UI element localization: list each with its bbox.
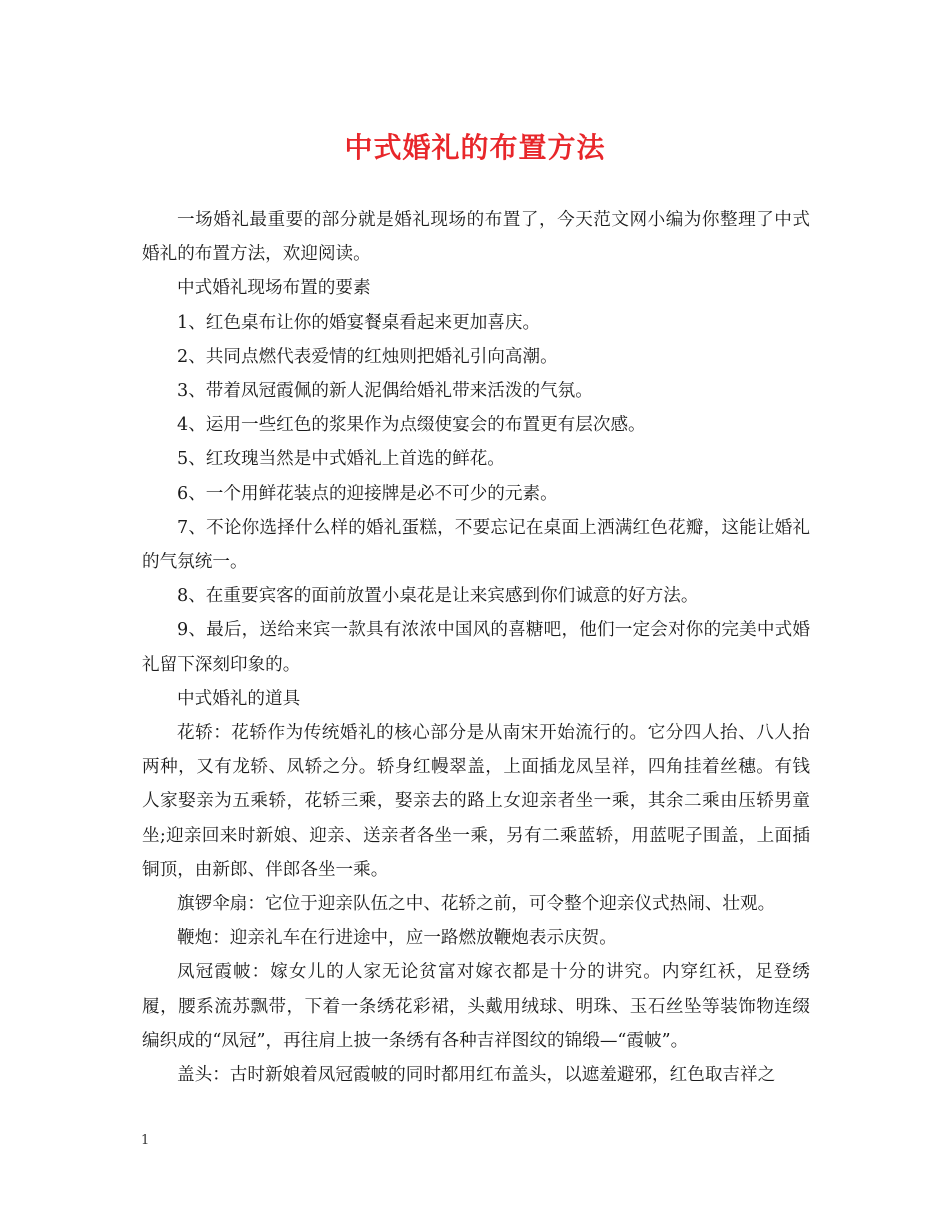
paragraph-phoenix-crown: 凤冠霞帔：嫁女儿的人家无论贫富对嫁衣都是十分的讲究。内穿红袄，足登绣履，腰系流苏飘带，下着一条绣花彩裙，头戴用绒球、明珠、玉石丝坠等装饰物连缀编织成的“凤冠”，再往肩上披一条绣有各种吉祥图纹的锦缎—“霞帔”。 bbox=[142, 962, 810, 1051]
list-item: 6、一个用鲜花装点的迎接牌是必不可少的元素。 bbox=[177, 483, 558, 504]
section-heading-props: 中式婚礼的道具 bbox=[177, 688, 301, 709]
paragraph-intro: 一场婚礼最重要的部分就是婚礼现场的布置了，今天范文网小编为你整理了中式婚礼的布置方法，欢迎阅读。 bbox=[142, 210, 810, 265]
section-heading-elements: 中式婚礼现场布置的要素 bbox=[177, 278, 371, 299]
paragraph-veil: 盖头：古时新娘着凤冠霞帔的同时都用红布盖头，以遮羞避邪，红色取吉祥之 bbox=[177, 1065, 776, 1086]
list-item: 9、最后，送给来宾一款具有浓浓中国风的喜糖吧，他们一定会对你的完美中式婚礼留下深刻印象的。 bbox=[142, 620, 810, 675]
page-number: 1 bbox=[141, 1133, 150, 1148]
paragraph-sedan: 花轿：花轿作为传统婚礼的核心部分是从南宋开始流行的。它分四人抬、八人抬两种，又有龙轿、凤轿之分。轿身红幔翠盖，上面插龙凤呈祥，四角挂着丝穗。有钱人家娶亲为五乘轿，花轿三乘，娶亲去的路上女迎亲者坐一乘，其余二乘由压轿男童坐;迎亲回来时新娘、迎亲、送亲者各坐一乘，另有二乘蓝轿，用蓝呢子围盖，上面插铜顶，由新郎、伴郎各坐一乘。 bbox=[142, 723, 810, 880]
list-item: 3、带着凤冠霞佩的新人泥偶给婚礼带来活泼的气氛。 bbox=[177, 381, 593, 402]
list-item: 8、在重要宾客的面前放置小桌花是让来宾感到你们诚意的好方法。 bbox=[177, 586, 699, 607]
paragraph-firecrackers: 鞭炮：迎亲礼车在行进途中，应一路燃放鞭炮表示庆贺。 bbox=[177, 928, 617, 949]
document-title: 中式婚礼的布置方法 bbox=[344, 131, 606, 164]
list-item: 1、红色桌布让你的婚宴餐桌看起来更加喜庆。 bbox=[177, 312, 541, 333]
list-item: 2、共同点燃代表爱情的红烛则把婚礼引向高潮。 bbox=[177, 346, 558, 367]
list-item: 5、红玫瑰当然是中式婚礼上首选的鲜花。 bbox=[177, 449, 505, 470]
document-body bbox=[142, 203, 810, 1092]
list-item: 4、运用一些红色的浆果作为点缀使宴会的布置更有层次感。 bbox=[177, 415, 646, 436]
list-item: 7、不论你选择什么样的婚礼蛋糕，不要忘记在桌面上洒满红色花瓣，这能让婚礼的气氛统一。 bbox=[142, 517, 810, 573]
paragraph-flags: 旗锣伞扇：它位于迎亲队伍之中、花轿之前，可令整个迎亲仪式热闹、壮观。 bbox=[177, 894, 776, 915]
